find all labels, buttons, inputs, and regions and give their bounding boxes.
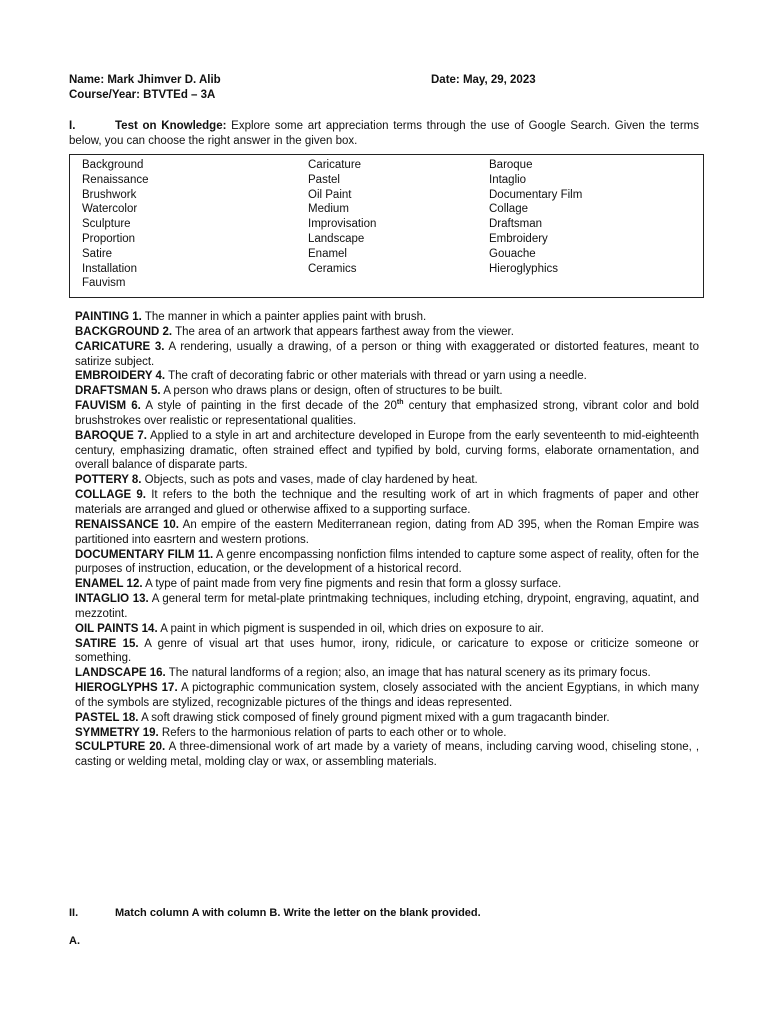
term-item: Draftsman bbox=[489, 218, 543, 231]
definition-item bbox=[75, 518, 699, 548]
term-item: Renaissance bbox=[82, 173, 149, 186]
definition-term: DOCUMENTARY FILM 11. bbox=[75, 548, 214, 561]
definition-text: The manner in which a painter applies paint with brush. bbox=[144, 311, 427, 323]
definition-text: A style of painting in the first decade of the 20 bbox=[145, 400, 397, 413]
definition-item bbox=[75, 473, 699, 488]
definition-item bbox=[75, 592, 699, 622]
student-name: Name: Mark Jhimver D. Alib bbox=[69, 74, 221, 86]
definition-item bbox=[75, 369, 699, 384]
definition-item bbox=[75, 740, 699, 770]
definition-text-cont: century that emphasized strong, vibrant color and bold brushstrokes over realistic or representational qualities. bbox=[75, 400, 699, 427]
definition-text: The craft of decorating fabric or other materials with thread or yarn using a needle. bbox=[168, 370, 587, 383]
term-item: Proportion bbox=[82, 232, 136, 245]
definition-text: Objects, such as pots and vases, made of clay hardened by heat. bbox=[144, 474, 478, 487]
definition-text: Applied to a style in art and architecture developed in Europe from the early seventeenth to mid-eighteenth century, emphasizing dramatic, often strained effect and typified by bold, curving forms, elaborate ornamentation, and overall balance of disparate parts. bbox=[75, 429, 699, 472]
section-2-text: Match column A with column B. Write the letter on the blank provided. bbox=[115, 907, 481, 919]
term-item: Medium bbox=[308, 203, 349, 216]
term-item: Installation bbox=[82, 262, 137, 275]
term-item: Hieroglyphics bbox=[489, 262, 559, 275]
definition-text: Refers to the harmonious relation of parts to each other or to whole. bbox=[161, 726, 507, 739]
definition-item bbox=[75, 429, 699, 474]
definition-item bbox=[75, 384, 699, 399]
definition-item bbox=[75, 488, 699, 518]
definition-term: COLLAGE 9. bbox=[75, 489, 146, 502]
definition-term: SYMMETRY 19. bbox=[75, 726, 159, 739]
section-1-instructions bbox=[69, 119, 699, 149]
ordinal-superscript: th bbox=[396, 399, 404, 407]
definition-item bbox=[75, 622, 699, 637]
definition-item bbox=[75, 310, 699, 325]
term-item: Embroidery bbox=[489, 232, 548, 245]
definition-text: A general term for metal-plate printmaking techniques, including etching, drypoint, engraving, aquatint, and mezzotint. bbox=[75, 593, 699, 620]
section-1-number: I. bbox=[69, 120, 76, 132]
definitions-list bbox=[75, 310, 699, 770]
term-item: Intaglio bbox=[489, 173, 527, 186]
term-item: Ceramics bbox=[308, 262, 357, 275]
section-a-label: A. bbox=[69, 935, 80, 947]
term-item: Documentary Film bbox=[489, 188, 583, 201]
term-item: Collage bbox=[489, 203, 528, 216]
definition-item bbox=[75, 577, 699, 592]
definition-text: A type of paint made from very fine pigments and resin that form a glossy surface. bbox=[145, 578, 562, 591]
term-item: Pastel bbox=[308, 173, 340, 186]
term-item: Baroque bbox=[489, 159, 533, 171]
terms-column-3 bbox=[489, 158, 582, 276]
definition-item bbox=[75, 726, 699, 741]
definition-item bbox=[75, 681, 699, 711]
definition-item bbox=[75, 637, 699, 667]
term-item: Oil Paint bbox=[308, 188, 352, 201]
terms-box bbox=[69, 154, 704, 298]
definition-text: A genre of visual art that uses humor, irony, ridicule, or caricature to expose or criticize someone or something. bbox=[75, 637, 700, 665]
term-item: Satire bbox=[82, 247, 113, 260]
definition-term: BAROQUE 7. bbox=[75, 429, 147, 442]
definition-text: A three-dimensional work of art made by a variety of means, including carving wood, chiseling stone, , casting or welding metal, molding clay or wax, or assembling materials. bbox=[75, 741, 700, 769]
definition-term: HIEROGLYPHS 17. bbox=[75, 682, 178, 695]
section-2-instructions bbox=[69, 907, 699, 919]
definition-item bbox=[75, 548, 699, 578]
definition-term: SATIRE 15. bbox=[75, 637, 139, 650]
date: Date: May, 29, 2023 bbox=[431, 74, 536, 86]
definition-term: BACKGROUND 2. bbox=[75, 325, 173, 338]
definition-term: OIL PAINTS 14. bbox=[75, 622, 158, 635]
term-item: Sculpture bbox=[82, 218, 131, 231]
definition-term: FAUVISM 6. bbox=[75, 400, 141, 413]
term-item: Gouache bbox=[489, 247, 536, 260]
term-item: Fauvism bbox=[82, 277, 126, 290]
definition-item bbox=[75, 666, 699, 681]
definition-term: SCULPTURE 20. bbox=[75, 741, 166, 754]
definition-text: A soft drawing stick composed of finely ground pigment mixed with a gum tragacanth binder. bbox=[141, 711, 610, 724]
definition-term: RENAISSANCE 10. bbox=[75, 518, 179, 531]
course-year: Course/Year: BTVTEd – 3A bbox=[69, 89, 216, 101]
definition-item bbox=[75, 325, 699, 340]
term-item: Background bbox=[82, 159, 144, 171]
definition-item bbox=[75, 711, 699, 726]
terms-column-2 bbox=[308, 158, 376, 276]
definition-term: DRAFTSMAN 5. bbox=[75, 385, 161, 398]
definition-text: A rendering, usually a drawing, of a person or thing with exaggerated or distorted features, meant to satirize subject. bbox=[75, 340, 699, 368]
definition-text: An empire of the eastern Mediterranean region, dating from AD 395, when the Roman Empire was partitioned into easrtern and western protions. bbox=[75, 518, 700, 546]
definition-term: CARICATURE 3. bbox=[75, 340, 165, 353]
definition-term: POTTERY 8. bbox=[75, 474, 142, 487]
header bbox=[69, 73, 709, 103]
term-item: Landscape bbox=[308, 232, 365, 245]
definition-term: ENAMEL 12. bbox=[75, 578, 143, 591]
definition-item bbox=[75, 399, 699, 429]
terms-column-1 bbox=[82, 158, 148, 291]
definition-text: The natural landforms of a region; also, an image that has natural scenery as its primary focus. bbox=[168, 667, 651, 680]
definition-item bbox=[75, 340, 699, 370]
definition-text: A person who draws plans or design, often of structures to be built. bbox=[163, 385, 503, 398]
section-1-lead: Test on Knowledge: bbox=[115, 120, 227, 132]
definition-term: INTAGLIO 13. bbox=[75, 593, 149, 606]
definition-term: PASTEL 18. bbox=[75, 711, 139, 724]
term-item: Caricature bbox=[308, 159, 362, 171]
definition-term: LANDSCAPE 16. bbox=[75, 667, 166, 680]
definition-text: A genre encompassing nonfiction films intended to capture some aspect of reality, often for the purposes of instruction, education, or the development of a historical record. bbox=[75, 548, 699, 576]
term-item: Enamel bbox=[308, 247, 347, 260]
definition-term: EMBROIDERY 4. bbox=[75, 370, 166, 383]
section-1-text: Explore some art appreciation terms through the use of Google Search. Given the terms below, you can choose the right answer in the given box. bbox=[69, 120, 699, 147]
term-item: Improvisation bbox=[308, 218, 377, 231]
section-2-number: II. bbox=[69, 907, 79, 919]
term-item: Watercolor bbox=[82, 203, 138, 216]
definition-text: A paint in which pigment is suspended in oil, which dries on exposure to air. bbox=[160, 622, 544, 635]
definition-text: A pictographic communication system, closely associated with the ancient Egyptians, in which many of the symbols are stylized, recognizable pictures of the things and ideas represented. bbox=[75, 682, 699, 709]
term-item: Brushwork bbox=[82, 188, 137, 201]
definition-text: The area of an artwork that appears farthest away from the viewer. bbox=[175, 325, 514, 338]
definition-text: It refers to the both the technique and the resulting work of art in which fragments of paper and other materials are arranged and glued or otherwise affixed to a supporting surface. bbox=[75, 489, 699, 516]
definition-term: PAINTING 1. bbox=[75, 311, 142, 323]
